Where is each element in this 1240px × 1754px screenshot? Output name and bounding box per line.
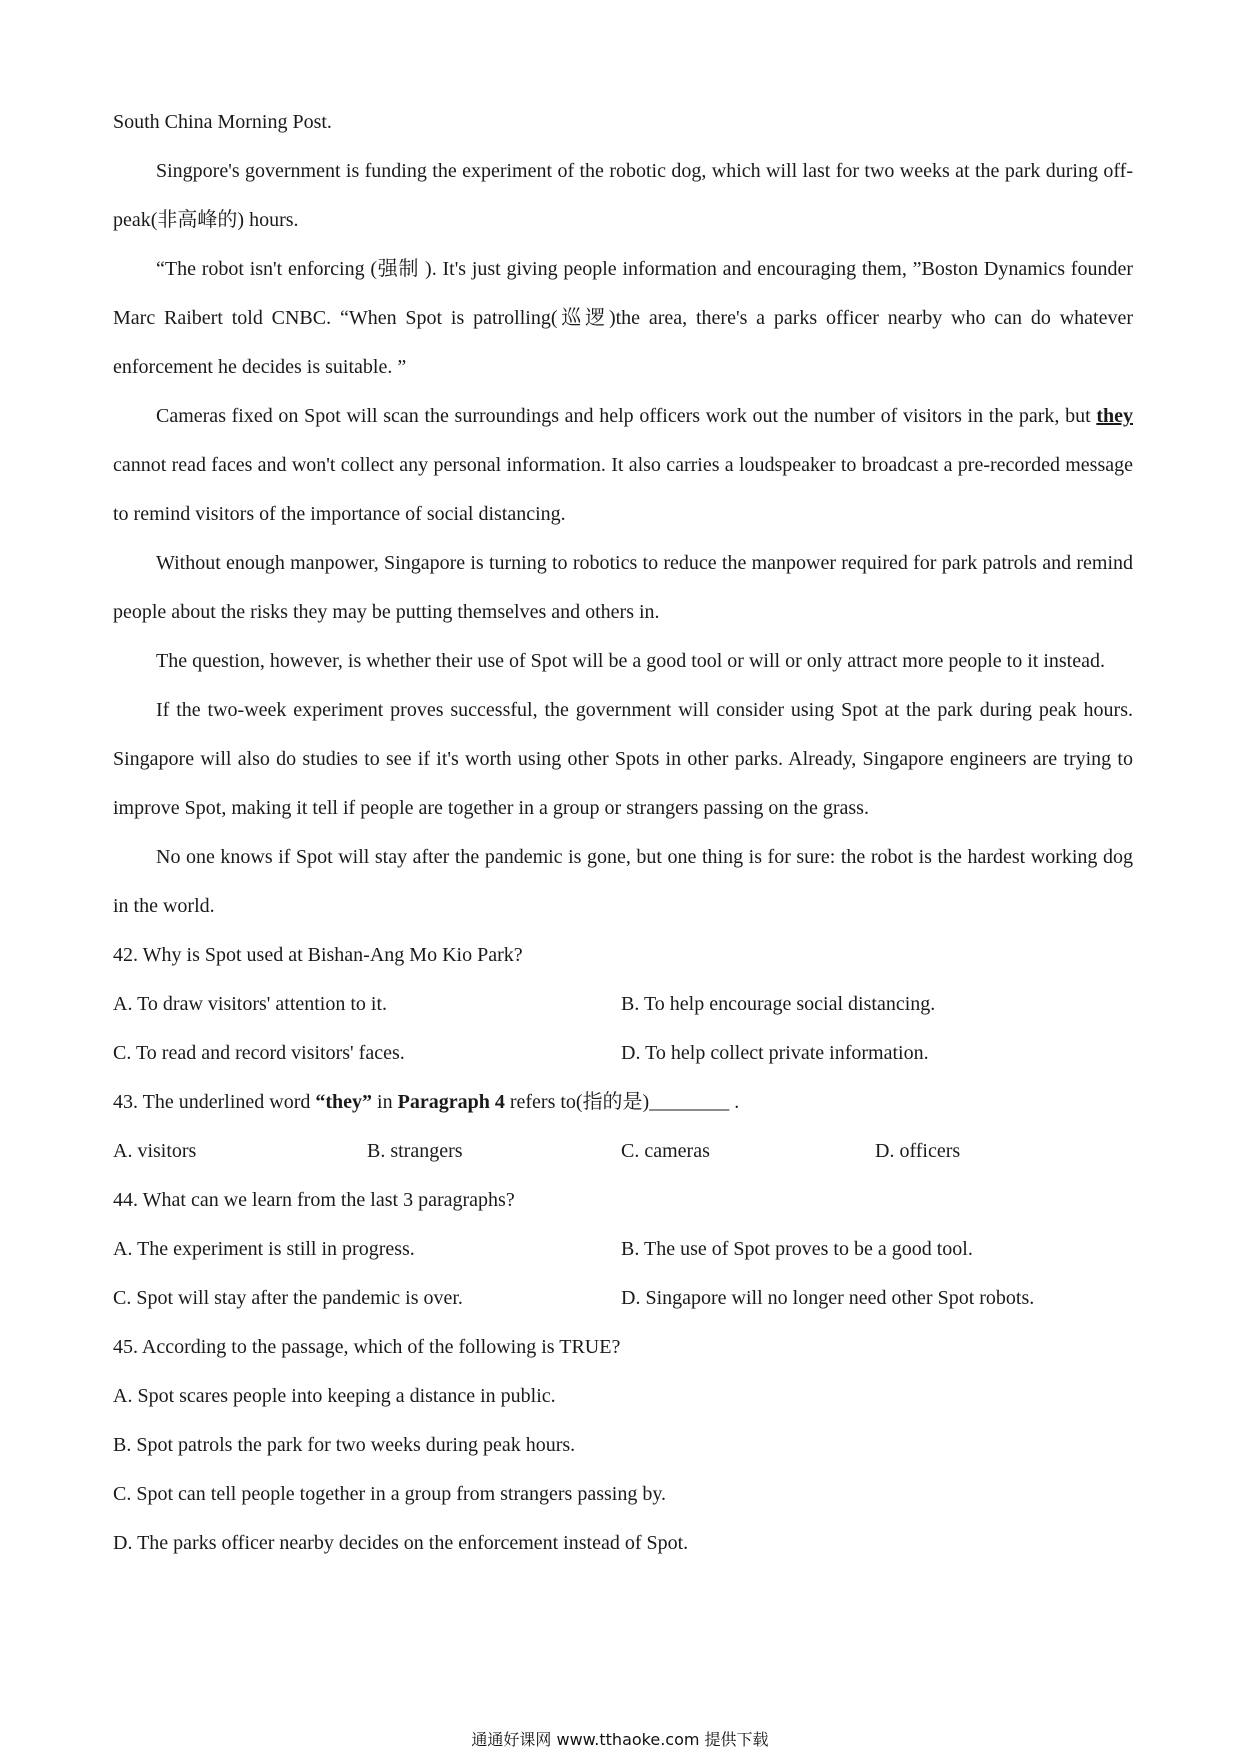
paragraph-2: “The robot isn't enforcing (强制 ). It's just giving people information and encouraging them, ”Boston Dynamics founder Marc Raibert told CNBC. “When Spot is patrolling(巡逻)the area, there's a parks officer nearby who can do whatever enforcement he decides is suitable. ” [113, 258, 1133, 378]
question-43-stem-word: “they” [315, 1091, 373, 1113]
question-42-option-b: B. To help encourage social distancing. [621, 993, 936, 1015]
question-43-options-row [113, 1127, 1133, 1176]
question-43-stem-end: refers to(指的是)________ . [504, 1091, 740, 1113]
question-45-stem: 45. According to the passage, which of the following is TRUE? [113, 1336, 621, 1358]
question-44-options-row-2 [113, 1274, 1133, 1323]
question-43-stem-start: 43. The underlined word [113, 1091, 316, 1113]
paragraph-7: No one knows if Spot will stay after the pandemic is gone, but one thing is for sure: the robot is the hardest working dog in the world. [113, 846, 1133, 917]
document-page [113, 98, 1133, 1568]
question-43-option-b: B. strangers [367, 1140, 463, 1162]
question-44-stem: 44. What can we learn from the last 3 paragraphs? [113, 1189, 515, 1211]
question-43-option-c: C. cameras [621, 1140, 710, 1162]
passage-source-line: South China Morning Post. [113, 111, 332, 133]
question-45-option-d: D. The parks officer nearby decides on the enforcement instead of Spot. [113, 1532, 689, 1554]
paragraph-6: If the two-week experiment proves successful, the government will consider using Spot at the park during peak hours. Singapore will also do studies to see if it's worth using other Spots in other parks. Already, Singapore engineers are trying to improve Spot, making it tell if people are together in a group or strangers passing on the grass. [113, 699, 1133, 819]
question-42-stem: 42. Why is Spot used at Bishan-Ang Mo Kio Park? [113, 944, 523, 966]
question-43-stem [113, 1078, 1133, 1127]
question-42-option-d: D. To help collect private information. [621, 1042, 929, 1064]
question-45-option-a: A. Spot scares people into keeping a distance in public. [113, 1385, 556, 1407]
question-44-option-a: A. The experiment is still in progress. [113, 1238, 415, 1260]
question-44-option-c: C. Spot will stay after the pandemic is over. [113, 1287, 463, 1309]
question-42-options-row-1 [113, 980, 1133, 1029]
page-footer: 通通好课网 www.tthaoke.com 提供下载 [471, 1730, 769, 1749]
question-45-option-c: C. Spot can tell people together in a group from strangers passing by. [113, 1483, 667, 1505]
question-43-option-a: A. visitors [113, 1140, 197, 1162]
paragraph-3-text-a: Cameras fixed on Spot will scan the surroundings and help officers work out the number of visitors in the park, but [156, 405, 1097, 427]
paragraph-3-text-b: cannot read faces and won't collect any personal information. It also carries a loudspeaker to broadcast a pre-recorded message to remind visitors of the importance of social distancing. [113, 454, 1133, 525]
question-43-option-d: D. officers [875, 1140, 961, 1162]
question-45-option-b: B. Spot patrols the park for two weeks during peak hours. [113, 1434, 576, 1456]
question-44-option-d: D. Singapore will no longer need other Spot robots. [621, 1287, 1035, 1309]
question-42-option-c: C. To read and record visitors' faces. [113, 1042, 405, 1064]
paragraph-5: The question, however, is whether their use of Spot will be a good tool or will or only attract more people to it instead. [156, 650, 1105, 672]
question-44-option-b: B. The use of Spot proves to be a good tool. [621, 1238, 973, 1260]
paragraph-3 [113, 392, 1133, 539]
question-43-stem-paragraph: Paragraph 4 [397, 1091, 505, 1113]
paragraph-1: Singpore's government is funding the experiment of the robotic dog, which will last for two weeks at the park during off-peak(非高峰的) hours. [113, 160, 1133, 231]
question-42-option-a: A. To draw visitors' attention to it. [113, 993, 388, 1015]
question-43-stem-mid: in [372, 1091, 398, 1113]
question-44-options-row-1 [113, 1225, 1133, 1274]
question-42-options-row-2 [113, 1029, 1133, 1078]
underlined-word-they: they [1096, 405, 1133, 427]
paragraph-4: Without enough manpower, Singapore is turning to robotics to reduce the manpower required for park patrols and remind people about the risks they may be putting themselves and others in. [113, 552, 1133, 623]
